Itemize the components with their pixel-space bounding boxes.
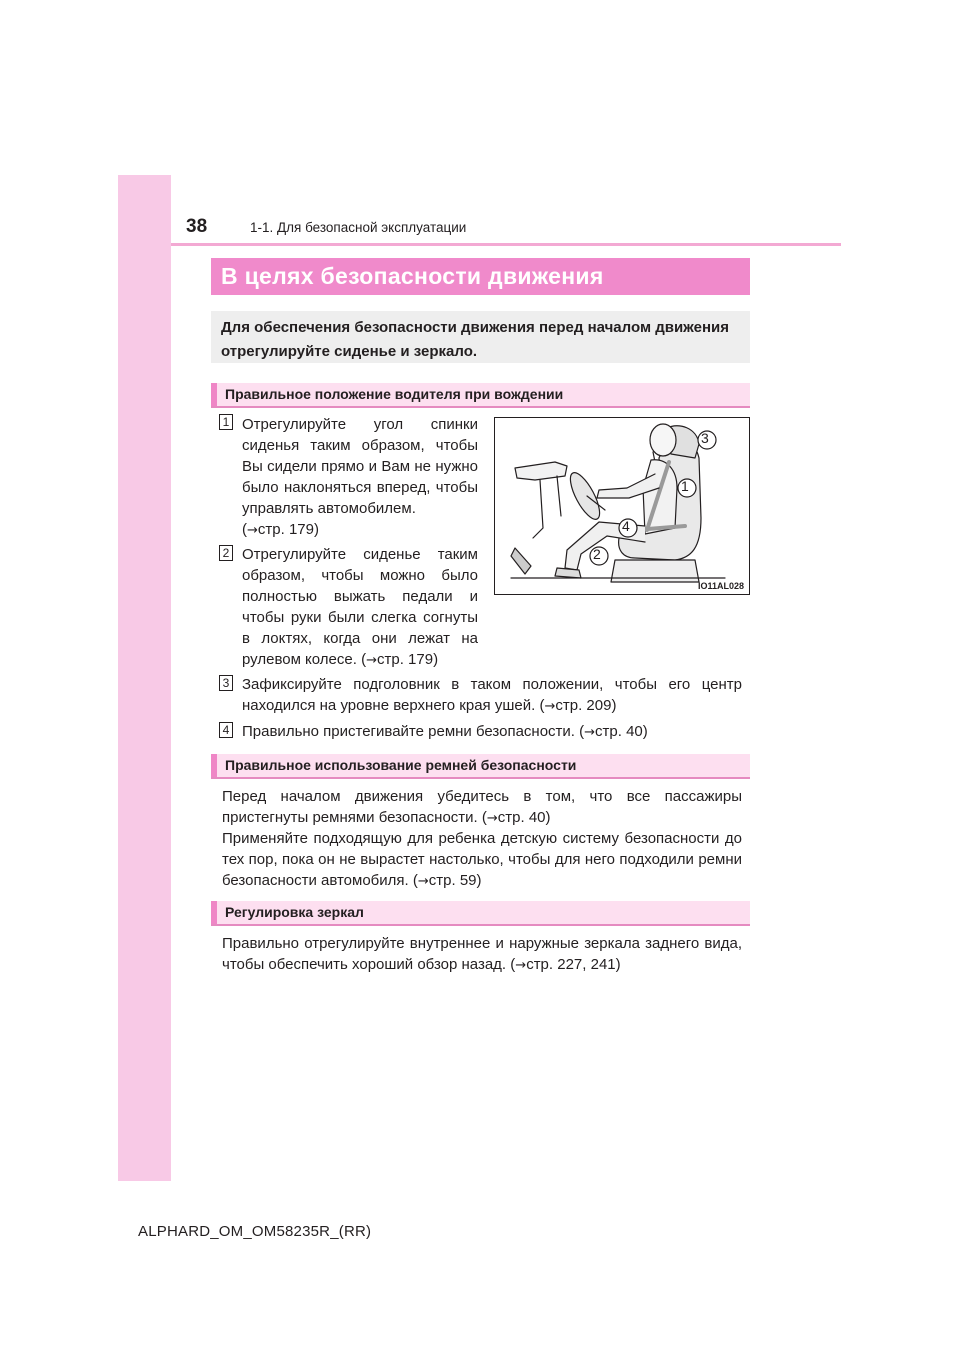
callout-3: 3	[701, 430, 709, 446]
intro-text: Для обеспечения безопасности движения перед началом движения отрегулируйте сиденье и зеркало.	[221, 319, 729, 360]
intro-box	[211, 311, 750, 363]
seat-belt-text-1: Перед началом движения убедитесь в том, что все пассажиры пристегнуты ремнями безопасности. (→стр. 40)	[222, 788, 742, 826]
callout-2: 2	[593, 546, 601, 562]
item-3-text: Зафиксируйте подголовник в таком положении, чтобы его центр находился на уровне верхнего края ушей. (→стр. 209)	[242, 676, 742, 714]
item-number-2: 2	[219, 545, 233, 561]
right-arrow-icon: →	[584, 725, 596, 740]
seat-belt-text-2: Применяйте подходящую для ребенка детскую систему безопасности до тех пор, пока он не вырастет настолько, чтобы для него подходили ремни безопасности автомобиля. (→стр. 59)	[222, 830, 742, 889]
right-arrow-icon: →	[486, 811, 498, 826]
driver-position-illustration	[494, 417, 750, 595]
right-arrow-icon: →	[417, 874, 429, 889]
page-number: 38	[186, 216, 208, 237]
footer-doc-code: ALPHARD_OM_OM58235R_(RR)	[138, 1223, 372, 1240]
page-title: В целях безопасности движения	[221, 263, 604, 289]
subheading-mirrors: Регулировка зеркал	[211, 901, 750, 926]
mirrors-text: Правильно отрегулируйте внутреннее и наружные зеркала заднего вида, чтобы обеспечить хороший обзор назад. (→стр. 227, 241)	[222, 935, 742, 973]
header-divider	[171, 243, 841, 246]
seated-driver-drawing	[495, 418, 749, 594]
item-2-text: Отрегулируйте сиденье таким образом, чтобы можно было полностью выжать педали и чтобы руки были слегка согнуты в локтях, когда они лежат на рулевом колесе. (→стр. 179)	[242, 546, 478, 668]
page-title-bar	[211, 258, 750, 295]
section-header: 1-1. Для безопасной эксплуатации	[250, 220, 467, 235]
right-arrow-icon: →	[544, 699, 556, 714]
item-number-1: 1	[219, 414, 233, 430]
right-arrow-icon: →	[515, 958, 527, 973]
item-1-text: Отрегулируйте угол спинки сиденья таким образом, чтобы Вы сидели прямо и Вам не нужно было наклоняться вперед, чтобы управлять автомобилем. (→стр. 179)	[242, 416, 478, 538]
callout-4: 4	[622, 518, 630, 534]
right-arrow-icon: →	[247, 523, 258, 538]
subheading-seat-belts: Правильное использование ремней безопасности	[211, 754, 750, 779]
right-arrow-icon: →	[366, 653, 377, 668]
subheading-driving-position: Правильное положение водителя при вождении	[211, 383, 750, 408]
item-number-3: 3	[219, 675, 233, 691]
callout-1: 1	[681, 478, 689, 494]
side-tab-band	[118, 175, 171, 1181]
item-4-text: Правильно пристегивайте ремни безопасности. (→стр. 40)	[242, 723, 648, 740]
item-number-4: 4	[219, 722, 233, 738]
figure-code: IO11AL028	[697, 581, 744, 591]
